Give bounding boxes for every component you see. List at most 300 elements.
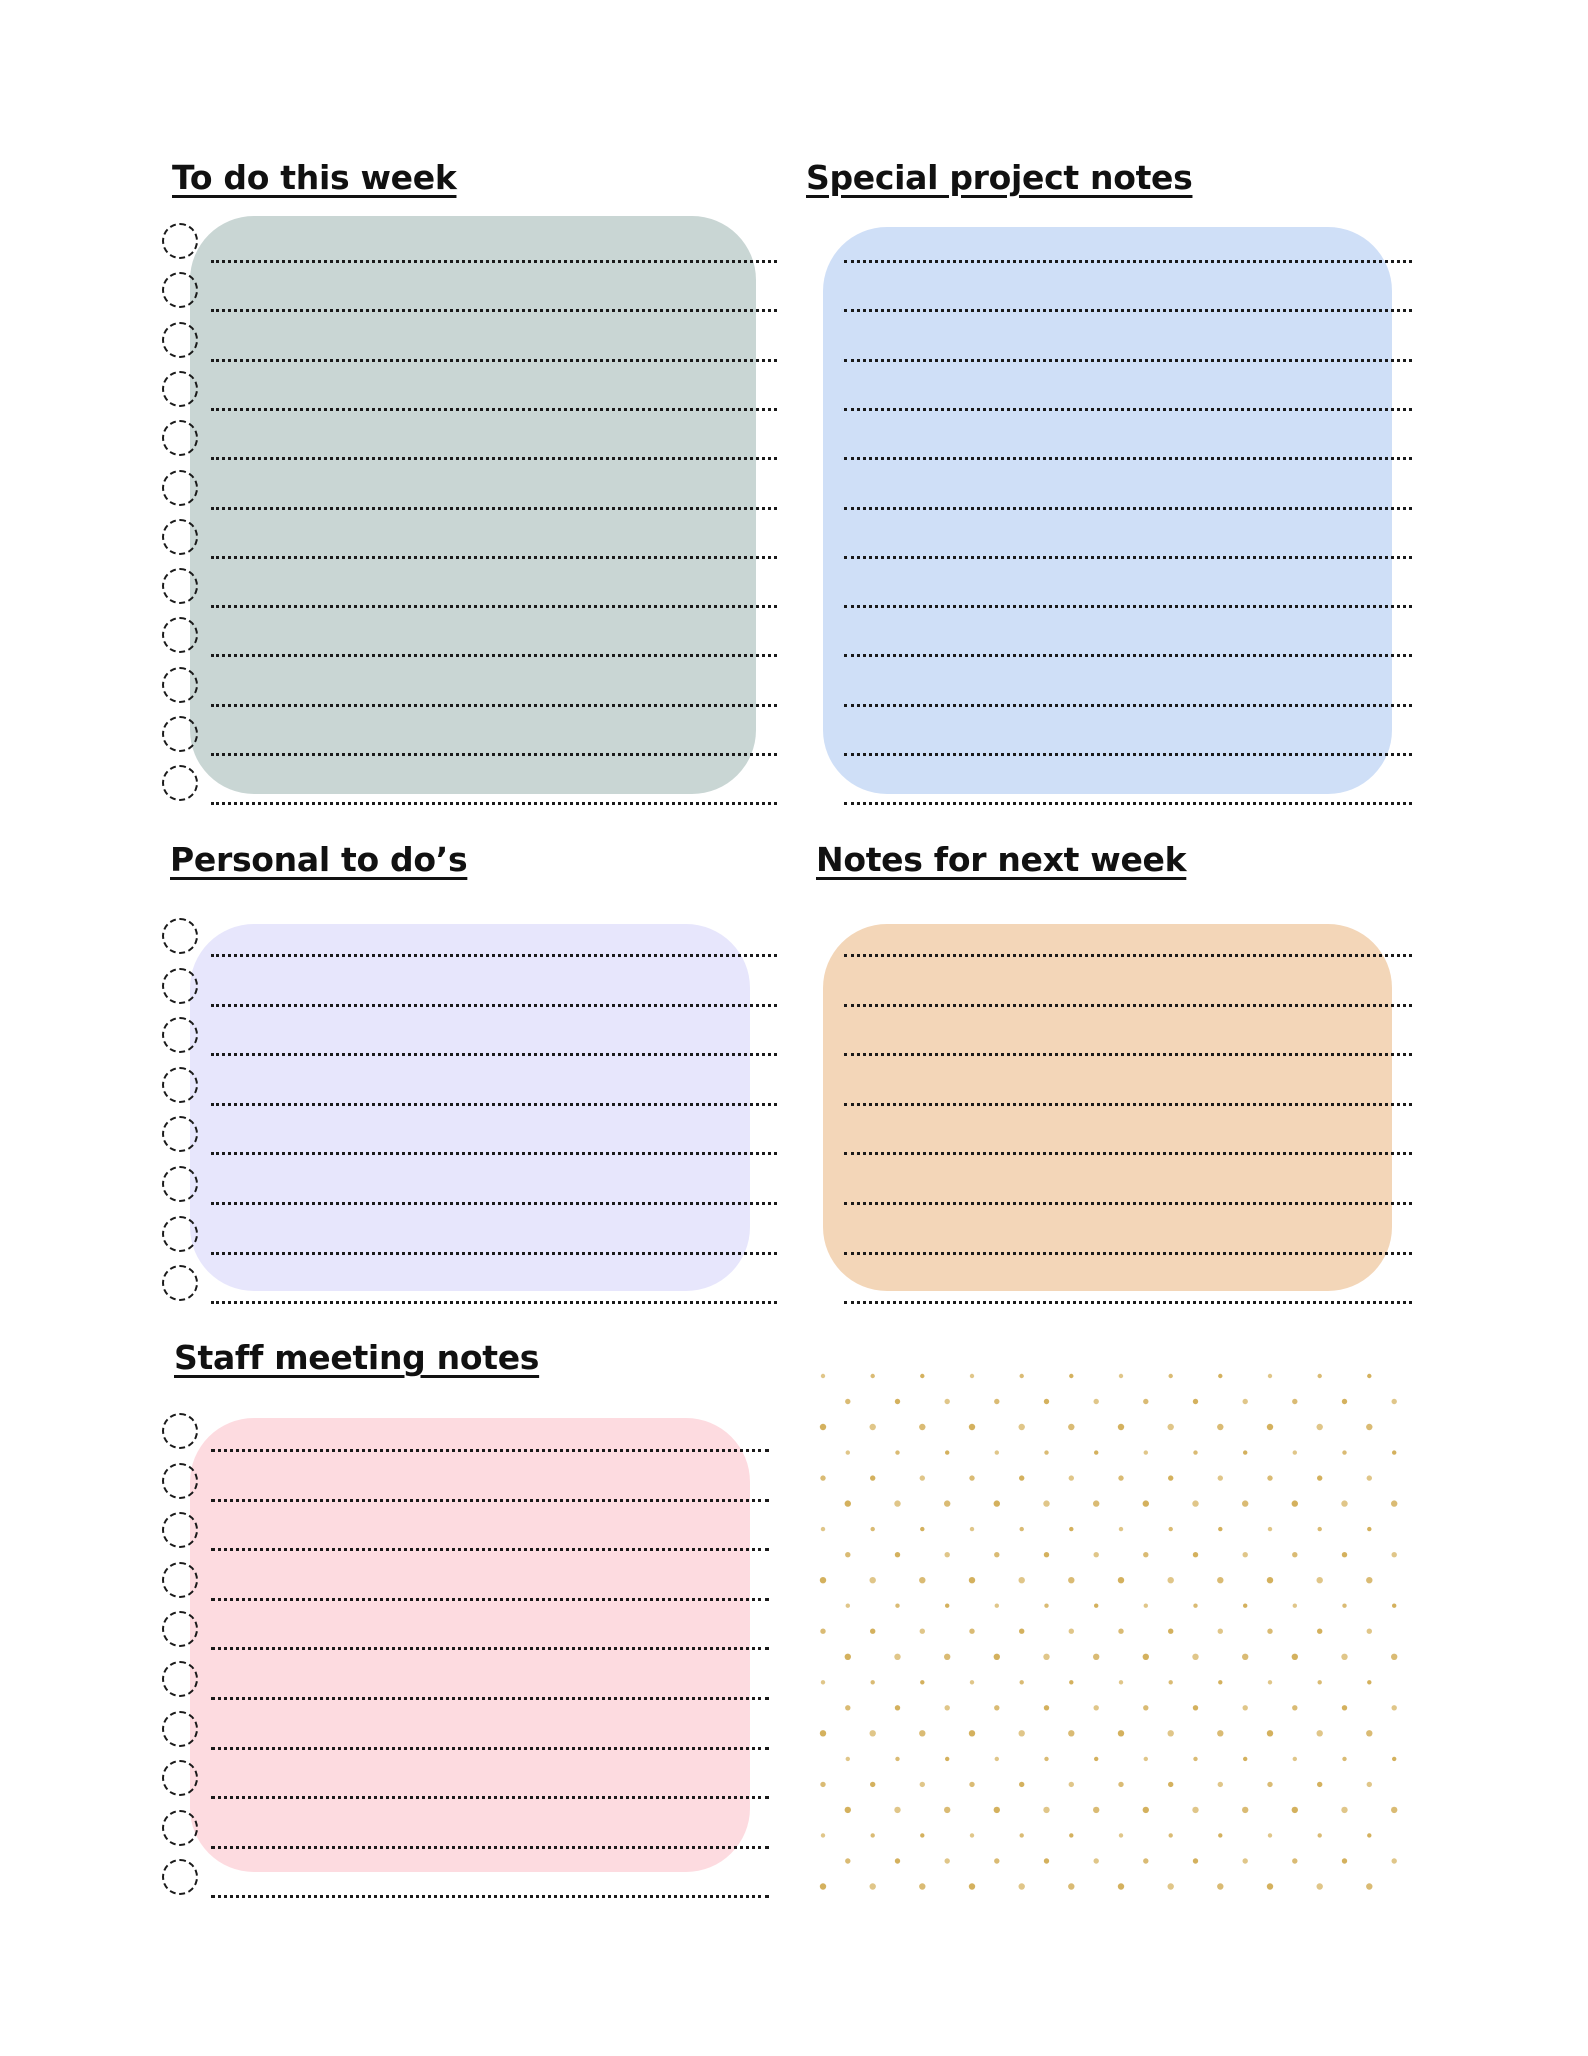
- gold-dot-icon: [1267, 1475, 1272, 1480]
- gold-dot-icon: [1069, 1833, 1073, 1837]
- gold-dot-icon: [1193, 1604, 1197, 1608]
- gold-dot-icon: [994, 1858, 999, 1863]
- gold-dot-icon: [969, 1730, 975, 1736]
- gold-dot-icon: [1367, 1680, 1371, 1684]
- gold-dot-icon: [1093, 1654, 1099, 1660]
- gold-dot-icon: [1192, 1807, 1198, 1813]
- todo-week-writing-line[interactable]: [211, 704, 777, 707]
- gold-dot-icon: [1118, 1475, 1123, 1480]
- gold-dot-icon: [1242, 1654, 1248, 1660]
- todo-week-writing-line[interactable]: [211, 260, 777, 263]
- gold-dot-icon: [871, 1527, 875, 1531]
- gold-dot-icon: [1341, 1807, 1347, 1813]
- gold-dot-icon: [1367, 1374, 1371, 1378]
- staff-meeting-writing-line[interactable]: [211, 1548, 769, 1551]
- gold-dot-icon: [1144, 1757, 1148, 1761]
- gold-dot-icon: [1293, 1604, 1297, 1608]
- gold-dot-icon: [1068, 1577, 1074, 1583]
- personal-todo-checkbox-circle-icon[interactable]: [162, 1166, 198, 1202]
- gold-dot-icon: [1392, 1399, 1397, 1404]
- gold-dot-icon: [1243, 1757, 1247, 1761]
- special-project-writing-line[interactable]: [844, 359, 1412, 362]
- todo-week-checkbox-circle-icon[interactable]: [162, 568, 198, 604]
- gold-dot-icon: [1342, 1450, 1346, 1454]
- gold-dot-icon: [1143, 1500, 1149, 1506]
- todo-week-panel-background: [190, 216, 756, 794]
- gold-dot-icon: [1043, 1654, 1049, 1660]
- gold-dot-icon: [1118, 1629, 1123, 1634]
- staff-meeting-writing-line[interactable]: [211, 1846, 769, 1849]
- gold-dot-icon: [894, 1654, 900, 1660]
- gold-dot-icon: [1068, 1730, 1074, 1736]
- gold-dot-icon: [1268, 1680, 1272, 1684]
- gold-dot-icon: [870, 1883, 876, 1889]
- gold-dot-icon: [1094, 1757, 1098, 1761]
- gold-dot-icon: [919, 1730, 925, 1736]
- gold-dot-icon: [1268, 1374, 1272, 1378]
- gold-dot-icon: [1292, 1654, 1298, 1660]
- personal-todo-writing-line[interactable]: [211, 954, 777, 957]
- personal-todo-writing-line[interactable]: [211, 1103, 777, 1106]
- special-project-writing-line[interactable]: [844, 309, 1412, 312]
- gold-dot-icon: [821, 1680, 825, 1684]
- gold-dot-icon: [1019, 1730, 1025, 1736]
- section-title-personal-todo: Personal to do’s: [170, 840, 468, 879]
- next-week-writing-line[interactable]: [844, 1202, 1412, 1205]
- gold-dot-icon: [1218, 1527, 1222, 1531]
- personal-todo-panel-background: [190, 924, 750, 1291]
- staff-meeting-panel-background: [190, 1418, 750, 1872]
- gold-dot-icon: [1267, 1883, 1273, 1889]
- gold-dot-icon: [1367, 1833, 1371, 1837]
- gold-dot-icon: [920, 1629, 925, 1634]
- gold-dot-icon: [1317, 1883, 1323, 1889]
- gold-dot-icon: [1318, 1527, 1322, 1531]
- gold-dot-icon: [820, 1782, 825, 1787]
- gold-dot-icon: [969, 1577, 975, 1583]
- gold-dot-icon: [1268, 1833, 1272, 1837]
- gold-dot-icon: [919, 1424, 925, 1430]
- gold-dot-icon: [995, 1450, 999, 1454]
- gold-dot-icon: [1341, 1500, 1347, 1506]
- special-project-writing-line[interactable]: [844, 605, 1412, 608]
- special-project-writing-line[interactable]: [844, 260, 1412, 263]
- gold-dot-icon: [1168, 1475, 1173, 1480]
- gold-dot-icon: [1292, 1552, 1297, 1557]
- gold-dot-icon: [870, 1424, 876, 1430]
- gold-dot-icon: [846, 1604, 850, 1608]
- gold-dot-icon: [1366, 1730, 1372, 1736]
- gold-dot-icon: [1168, 1424, 1174, 1430]
- todo-week-writing-line[interactable]: [211, 753, 777, 756]
- staff-meeting-writing-line[interactable]: [211, 1697, 769, 1700]
- gold-dot-icon: [1118, 1577, 1124, 1583]
- next-week-writing-line[interactable]: [844, 1004, 1412, 1007]
- gold-dot-icon: [821, 1527, 825, 1531]
- todo-week-checkbox-circle-icon[interactable]: [162, 470, 198, 506]
- gold-dot-icon: [1192, 1654, 1198, 1660]
- staff-meeting-checkbox-circle-icon[interactable]: [162, 1562, 198, 1598]
- gold-dot-icon: [994, 1705, 999, 1710]
- gold-dot-icon: [945, 1450, 949, 1454]
- gold-dot-icon: [920, 1782, 925, 1787]
- gold-dot-icon: [1318, 1374, 1322, 1378]
- personal-todo-checkbox-circle-icon[interactable]: [162, 1067, 198, 1103]
- personal-todo-checkbox-circle-icon[interactable]: [162, 918, 198, 954]
- personal-todo-checkbox-circle-icon[interactable]: [162, 968, 198, 1004]
- gold-dot-icon: [995, 1604, 999, 1608]
- gold-dot-icon: [969, 1475, 974, 1480]
- todo-week-checkbox-circle-icon[interactable]: [162, 371, 198, 407]
- special-project-writing-line[interactable]: [844, 753, 1412, 756]
- personal-todo-checkbox-circle-icon[interactable]: [162, 1216, 198, 1252]
- gold-dot-icon: [1069, 1782, 1074, 1787]
- staff-meeting-writing-line[interactable]: [211, 1796, 769, 1799]
- gold-dot-icon: [969, 1782, 974, 1787]
- gold-dot-icon: [1193, 1757, 1197, 1761]
- personal-todo-writing-line[interactable]: [211, 1301, 777, 1304]
- gold-dot-icon: [1169, 1374, 1173, 1378]
- special-project-writing-line[interactable]: [844, 457, 1412, 460]
- staff-meeting-checkbox-circle-icon[interactable]: [162, 1810, 198, 1846]
- gold-dot-icon: [1392, 1552, 1397, 1557]
- gold-dot-icon: [1020, 1833, 1024, 1837]
- gold-dot-icon: [1020, 1374, 1024, 1378]
- gold-dot-icon: [1118, 1424, 1124, 1430]
- gold-dot-icon: [1243, 1604, 1247, 1608]
- gold-dot-icon: [1367, 1782, 1372, 1787]
- gold-dot-icon: [1019, 1424, 1025, 1430]
- gold-dot-icon: [845, 1705, 850, 1710]
- gold-dot-icon: [1391, 1654, 1397, 1660]
- gold-dot-icon: [1267, 1577, 1273, 1583]
- gold-dot-icon: [1093, 1807, 1099, 1813]
- gold-dot-icon: [820, 1883, 826, 1889]
- gold-dot-icon: [1243, 1858, 1248, 1863]
- todo-week-writing-line[interactable]: [211, 408, 777, 411]
- special-project-writing-line[interactable]: [844, 556, 1412, 559]
- gold-dot-icon: [1317, 1629, 1322, 1634]
- gold-dot-icon: [1318, 1680, 1322, 1684]
- gold-dot-icon: [1119, 1680, 1123, 1684]
- gold-dot-icon: [1043, 1807, 1049, 1813]
- gold-dot-icon: [895, 1705, 900, 1710]
- gold-dot-icon: [1366, 1577, 1372, 1583]
- todo-week-checkbox-circle-icon[interactable]: [162, 223, 198, 259]
- gold-dot-icon: [1217, 1577, 1223, 1583]
- gold-dot-icon: [1218, 1782, 1223, 1787]
- gold-dot-icon: [1217, 1730, 1223, 1736]
- gold-dot-icon: [845, 1858, 850, 1863]
- personal-todo-writing-line[interactable]: [211, 1202, 777, 1205]
- gold-dot-icon: [1193, 1858, 1198, 1863]
- next-week-writing-line[interactable]: [844, 1301, 1412, 1304]
- gold-dot-icon: [920, 1475, 925, 1480]
- gold-dot-icon: [1169, 1833, 1173, 1837]
- gold-dot-icon: [895, 1450, 899, 1454]
- gold-dot-icon: [1292, 1399, 1297, 1404]
- gold-dot-icon: [1043, 1500, 1049, 1506]
- todo-week-checkbox-circle-icon[interactable]: [162, 322, 198, 358]
- gold-dot-icon: [1069, 1527, 1073, 1531]
- gold-dot-icon: [1342, 1705, 1347, 1710]
- gold-dot-icon: [1068, 1424, 1074, 1430]
- gold-dot-icon: [1318, 1833, 1322, 1837]
- gold-dot-icon: [920, 1833, 924, 1837]
- personal-todo-checkbox-circle-icon[interactable]: [162, 1265, 198, 1301]
- gold-dot-icon: [1144, 1604, 1148, 1608]
- gold-dot-icon: [871, 1833, 875, 1837]
- staff-meeting-writing-line[interactable]: [211, 1895, 769, 1898]
- gold-dot-icon: [1292, 1705, 1297, 1710]
- gold-dot-icon: [1366, 1424, 1372, 1430]
- special-project-writing-line[interactable]: [844, 654, 1412, 657]
- todo-week-writing-line[interactable]: [211, 309, 777, 312]
- staff-meeting-checkbox-circle-icon[interactable]: [162, 1413, 198, 1449]
- personal-todo-writing-line[interactable]: [211, 1004, 777, 1007]
- gold-dot-icon: [1193, 1399, 1198, 1404]
- staff-meeting-writing-line[interactable]: [211, 1499, 769, 1502]
- gold-dot-icon: [820, 1577, 826, 1583]
- staff-meeting-writing-line[interactable]: [211, 1598, 769, 1601]
- gold-dot-icon: [1019, 1577, 1025, 1583]
- gold-dot-icon: [1192, 1500, 1198, 1506]
- gold-dot-icon: [1218, 1629, 1223, 1634]
- gold-dot-icon: [1392, 1858, 1397, 1863]
- special-project-writing-line[interactable]: [844, 408, 1412, 411]
- gold-dot-icon: [1143, 1552, 1148, 1557]
- gold-dot-icon: [969, 1883, 975, 1889]
- gold-dot-icon: [1118, 1782, 1123, 1787]
- personal-todo-checkbox-circle-icon[interactable]: [162, 1116, 198, 1152]
- personal-todo-checkbox-circle-icon[interactable]: [162, 1017, 198, 1053]
- staff-meeting-writing-line[interactable]: [211, 1449, 769, 1452]
- staff-meeting-checkbox-circle-icon[interactable]: [162, 1463, 198, 1499]
- gold-dot-icon: [969, 1629, 974, 1634]
- gold-dot-icon: [1367, 1475, 1372, 1480]
- gold-dot-icon: [945, 1757, 949, 1761]
- gold-dot-icon: [1218, 1475, 1223, 1480]
- todo-week-checkbox-circle-icon[interactable]: [162, 765, 198, 801]
- gold-dot-icon: [1168, 1577, 1174, 1583]
- gold-dot-icon: [945, 1604, 949, 1608]
- gold-dot-icon: [994, 1807, 1000, 1813]
- gold-dot-icon: [1392, 1705, 1397, 1710]
- gold-dot-icon: [1342, 1399, 1347, 1404]
- gold-dot-icon: [1317, 1424, 1323, 1430]
- gold-dot-icon: [1342, 1552, 1347, 1557]
- gold-dot-icon: [1019, 1629, 1024, 1634]
- gold-dot-icon: [919, 1577, 925, 1583]
- gold-dot-icon: [895, 1604, 899, 1608]
- gold-dot-icon: [1193, 1450, 1197, 1454]
- gold-dot-icon: [1020, 1680, 1024, 1684]
- gold-dot-icon: [871, 1680, 875, 1684]
- personal-todo-writing-line[interactable]: [211, 1053, 777, 1056]
- gold-dot-icon: [895, 1552, 900, 1557]
- special-project-writing-line[interactable]: [844, 507, 1412, 510]
- gold-dot-icon: [1293, 1757, 1297, 1761]
- staff-meeting-writing-line[interactable]: [211, 1747, 769, 1750]
- special-project-writing-line[interactable]: [844, 802, 1412, 805]
- gold-dot-icon: [1068, 1883, 1074, 1889]
- staff-meeting-checkbox-circle-icon[interactable]: [162, 1760, 198, 1796]
- gold-dot-icon: [1044, 1450, 1048, 1454]
- gold-dot-icon: [1392, 1757, 1396, 1761]
- gold-dot-icon: [1094, 1450, 1098, 1454]
- next-week-writing-line[interactable]: [844, 1103, 1412, 1106]
- gold-dot-icon: [994, 1399, 999, 1404]
- gold-dot-icon: [995, 1757, 999, 1761]
- gold-dot-icon: [1268, 1527, 1272, 1531]
- gold-dot-icon: [945, 1552, 950, 1557]
- gold-dot-icon: [1143, 1705, 1148, 1710]
- gold-dot-icon: [969, 1424, 975, 1430]
- gold-dot-icon: [1367, 1629, 1372, 1634]
- gold-dot-icon: [894, 1807, 900, 1813]
- gold-dot-icon: [1267, 1730, 1273, 1736]
- section-title-staff-meeting: Staff meeting notes: [174, 1338, 540, 1377]
- gold-dot-icon: [944, 1500, 950, 1506]
- gold-dot-icon: [944, 1654, 950, 1660]
- gold-dot-icon: [870, 1730, 876, 1736]
- todo-week-writing-line[interactable]: [211, 605, 777, 608]
- gold-dot-icon: [1317, 1475, 1322, 1480]
- gold-dot-icon: [846, 1757, 850, 1761]
- gold-dot-icon: [1366, 1883, 1372, 1889]
- gold-dot-icon: [845, 1399, 850, 1404]
- gold-dot-icon: [1392, 1450, 1396, 1454]
- gold-dot-icon: [1044, 1757, 1048, 1761]
- gold-dot-icon: [945, 1858, 950, 1863]
- gold-dot-icon: [970, 1527, 974, 1531]
- gold-dot-icon: [870, 1475, 875, 1480]
- gold-dot-icon: [1093, 1500, 1099, 1506]
- todo-week-checkbox-circle-icon[interactable]: [162, 667, 198, 703]
- gold-dot-icon: [1143, 1858, 1148, 1863]
- gold-dot-icon: [1391, 1807, 1397, 1813]
- gold-dot-icon: [944, 1807, 950, 1813]
- gold-dot-icon: [1193, 1705, 1198, 1710]
- gold-dot-icon: [1168, 1629, 1173, 1634]
- gold-dot-icon: [994, 1654, 1000, 1660]
- gold-dot-icon: [1168, 1730, 1174, 1736]
- next-week-writing-line[interactable]: [844, 1252, 1412, 1255]
- gold-dot-icon: [1169, 1527, 1173, 1531]
- gold-dot-icon: [1218, 1833, 1222, 1837]
- gold-dot-icon: [1094, 1858, 1099, 1863]
- gold-dot-icon: [920, 1680, 924, 1684]
- section-title-todo-week: To do this week: [172, 158, 457, 197]
- gold-dot-icon: [970, 1680, 974, 1684]
- staff-meeting-checkbox-circle-icon[interactable]: [162, 1512, 198, 1548]
- staff-meeting-checkbox-circle-icon[interactable]: [162, 1661, 198, 1697]
- gold-dot-icon: [1044, 1705, 1049, 1710]
- next-week-writing-line[interactable]: [844, 1053, 1412, 1056]
- gold-dot-icon: [845, 1807, 851, 1813]
- gold-dot-icon: [895, 1399, 900, 1404]
- gold-dot-icon: [1094, 1604, 1098, 1608]
- special-project-writing-line[interactable]: [844, 704, 1412, 707]
- next-week-writing-line[interactable]: [844, 954, 1412, 957]
- gold-dot-icon: [895, 1757, 899, 1761]
- gold-dot-icon: [1342, 1604, 1346, 1608]
- gold-dot-icon: [1044, 1858, 1049, 1863]
- gold-dot-icon: [1119, 1527, 1123, 1531]
- todo-week-checkbox-circle-icon[interactable]: [162, 420, 198, 456]
- todo-week-checkbox-circle-icon[interactable]: [162, 716, 198, 752]
- gold-dot-icon: [1367, 1527, 1371, 1531]
- section-title-next-week: Notes for next week: [816, 840, 1187, 879]
- gold-dot-icon: [1342, 1858, 1347, 1863]
- gold-dot-icon: [1019, 1475, 1024, 1480]
- gold-dot-icon: [845, 1500, 851, 1506]
- gold-dot-icon: [1392, 1604, 1396, 1608]
- gold-dot-icon: [1019, 1782, 1024, 1787]
- personal-todo-writing-line[interactable]: [211, 1252, 777, 1255]
- gold-dot-icon: [1243, 1552, 1248, 1557]
- gold-dot-icon: [1119, 1374, 1123, 1378]
- section-title-special-project: Special project notes: [806, 158, 1193, 197]
- gold-dot-icon: [994, 1552, 999, 1557]
- todo-week-checkbox-circle-icon[interactable]: [162, 519, 198, 555]
- gold-dot-icon: [1317, 1782, 1322, 1787]
- gold-dot-icon: [1317, 1577, 1323, 1583]
- gold-dot-icon: [1267, 1424, 1273, 1430]
- gold-dot-icon: [1144, 1450, 1148, 1454]
- gold-dot-icon: [1118, 1730, 1124, 1736]
- staff-meeting-checkbox-circle-icon[interactable]: [162, 1859, 198, 1895]
- gold-dot-icon: [1242, 1807, 1248, 1813]
- gold-dot-icon: [846, 1450, 850, 1454]
- staff-meeting-checkbox-circle-icon[interactable]: [162, 1711, 198, 1747]
- gold-dot-icon: [1143, 1807, 1149, 1813]
- personal-todo-writing-line[interactable]: [211, 1152, 777, 1155]
- gold-dot-icon: [820, 1629, 825, 1634]
- gold-dot-icon: [894, 1500, 900, 1506]
- todo-week-writing-line[interactable]: [211, 359, 777, 362]
- gold-dot-icon: [821, 1374, 825, 1378]
- gold-dot-icon: [994, 1500, 1000, 1506]
- gold-dot-icon: [1119, 1833, 1123, 1837]
- staff-meeting-checkbox-circle-icon[interactable]: [162, 1611, 198, 1647]
- gold-dot-icon: [1069, 1680, 1073, 1684]
- gold-dot-icon: [1242, 1500, 1248, 1506]
- gold-dot-icon: [870, 1629, 875, 1634]
- gold-dot-icon: [820, 1424, 826, 1430]
- gold-dot-icon: [1292, 1807, 1298, 1813]
- gold-dot-icon: [1044, 1399, 1049, 1404]
- todo-week-writing-line[interactable]: [211, 556, 777, 559]
- gold-dot-icon: [1020, 1527, 1024, 1531]
- todo-week-writing-line[interactable]: [211, 802, 777, 805]
- gold-dot-icon: [821, 1833, 825, 1837]
- gold-dot-icon: [1118, 1883, 1124, 1889]
- next-week-writing-line[interactable]: [844, 1152, 1412, 1155]
- gold-dot-icon: [1143, 1399, 1148, 1404]
- todo-week-checkbox-circle-icon[interactable]: [162, 272, 198, 308]
- todo-week-checkbox-circle-icon[interactable]: [162, 617, 198, 653]
- todo-week-writing-line[interactable]: [211, 654, 777, 657]
- special-project-panel-background: [823, 227, 1392, 794]
- gold-dot-icon: [845, 1654, 851, 1660]
- gold-dot-icon: [1094, 1705, 1099, 1710]
- gold-dot-icon: [1168, 1883, 1174, 1889]
- gold-dot-icon: [945, 1399, 950, 1404]
- todo-week-writing-line[interactable]: [211, 457, 777, 460]
- todo-week-writing-line[interactable]: [211, 507, 777, 510]
- staff-meeting-writing-line[interactable]: [211, 1647, 769, 1650]
